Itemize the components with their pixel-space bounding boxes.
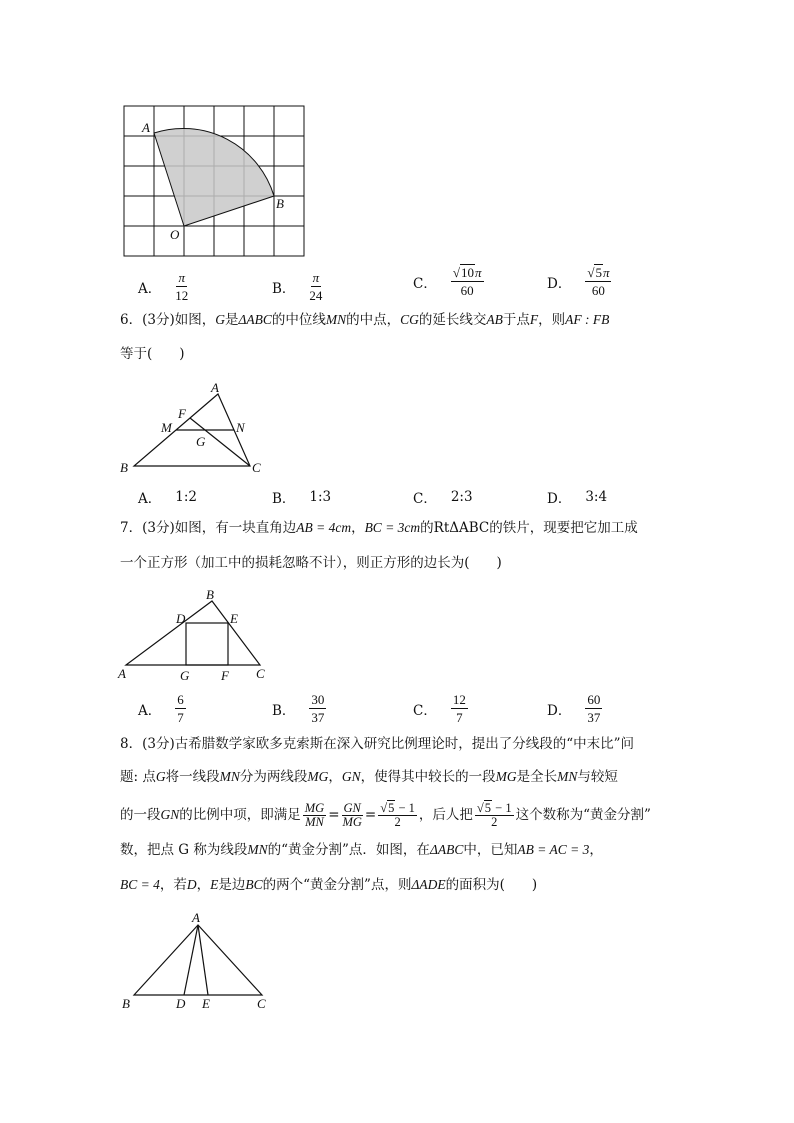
q5-option-d[interactable]: D． $\frac{√5\pi}{60}$ bbox=[547, 265, 610, 298]
q6-label-f: F bbox=[178, 406, 186, 421]
q7-stem-line1: 7．(3分)如图，有一块直角边AB = 4cm，BC = 3cm的RtΔABC的铁片，现要把它加工成 bbox=[120, 520, 638, 536]
q8-stem-line1: 8．(3分)古希腊数学家欧多克索斯在深入研究比例理论时，提出了分线段的“中末比”问 bbox=[120, 736, 635, 752]
q8-stem-line2: 题: 点G将一线段MN分为两线段MG，GN，使得其中较长的一段MG是全长MN与较短 bbox=[120, 769, 618, 785]
q8-triangle-figure bbox=[114, 905, 284, 1015]
q8-label-d: D bbox=[176, 996, 186, 1011]
q7-option-a[interactable]: A． $\frac{6}{7}$ bbox=[138, 692, 184, 725]
q6-option-a[interactable]: A． 1:2 bbox=[138, 489, 197, 507]
q5-option-a[interactable]: A． $\frac{\pi}{12}$ bbox=[138, 270, 189, 303]
q7-stem-line2: 一个正方形（加工中的损耗忽略不计），则正方形的边长为( ) bbox=[120, 555, 502, 571]
q5-grid-figure bbox=[110, 96, 310, 266]
q6-label-g: G bbox=[196, 434, 206, 449]
q6-option-c[interactable]: C． 2:3 bbox=[413, 489, 473, 507]
q7-label-g: G bbox=[180, 668, 190, 683]
q7-label-b: B bbox=[206, 587, 214, 602]
q7-option-c[interactable]: C． $\frac{12}{7}$ bbox=[413, 692, 466, 725]
q5-option-b[interactable]: B． $\frac{\pi}{24}$ bbox=[272, 270, 323, 303]
q6-label-c: C bbox=[252, 460, 261, 475]
q8-stem-line5: BC = 4，若D，E是边BC的两个“黄金分割”点，则ΔADE的面积为( ) bbox=[120, 877, 538, 893]
q7-option-d[interactable]: D． $\frac{60}{37}$ bbox=[547, 692, 601, 725]
q8-stem-line3: 的一段GN的比例中项，即满足 $\frac{MG}{MN}$ = $\frac{GN}{MG}$ = $\frac{√5 - 1}{2}$ ，后人把 $\frac{√5 - 1}{2}$ 这个数称为“黄金分割” bbox=[120, 801, 651, 829]
q6-option-b[interactable]: B． 1:3 bbox=[272, 489, 332, 507]
q5-label-a: A bbox=[142, 120, 150, 135]
q7-option-b[interactable]: B． $\frac{30}{37}$ bbox=[272, 692, 325, 725]
q6-stem-line2: 等于( ) bbox=[120, 346, 185, 362]
q7-label-e: E bbox=[230, 611, 238, 626]
q6-label-m: M bbox=[161, 420, 172, 435]
q6-stem-line1: 6．(3分)如图，G是ΔABC的中位线MN的中点，CG的延长线交AB于点F，则AF : FB bbox=[120, 312, 610, 328]
q7-label-a: A bbox=[118, 666, 126, 681]
q8-label-a: A bbox=[192, 910, 200, 925]
q7-label-c: C bbox=[256, 666, 265, 681]
q7-label-d: D bbox=[176, 611, 186, 626]
q7-label-f: F bbox=[221, 668, 229, 683]
q5-label-o: O bbox=[170, 227, 180, 242]
q6-label-b: B bbox=[120, 460, 128, 475]
q6-label-a: A bbox=[211, 380, 219, 395]
q6-option-d[interactable]: D． 3:4 bbox=[547, 489, 608, 507]
q7-square-figure bbox=[114, 585, 274, 685]
q8-label-e: E bbox=[202, 996, 210, 1011]
q5-option-c[interactable]: C． $\frac{√10\pi}{60}$ bbox=[413, 265, 482, 298]
q8-stem-line4: 数，把点 G 称为线段MN的“黄金分割”点．如图，在ΔABC中，已知AB = AC = 3， bbox=[120, 842, 603, 858]
q5-sector bbox=[154, 128, 274, 226]
q6-label-n: N bbox=[236, 420, 245, 435]
q5-label-b: B bbox=[276, 196, 284, 211]
q8-label-b: B bbox=[122, 996, 130, 1011]
q8-label-c: C bbox=[257, 996, 266, 1011]
q6-triangle-figure bbox=[114, 380, 274, 480]
